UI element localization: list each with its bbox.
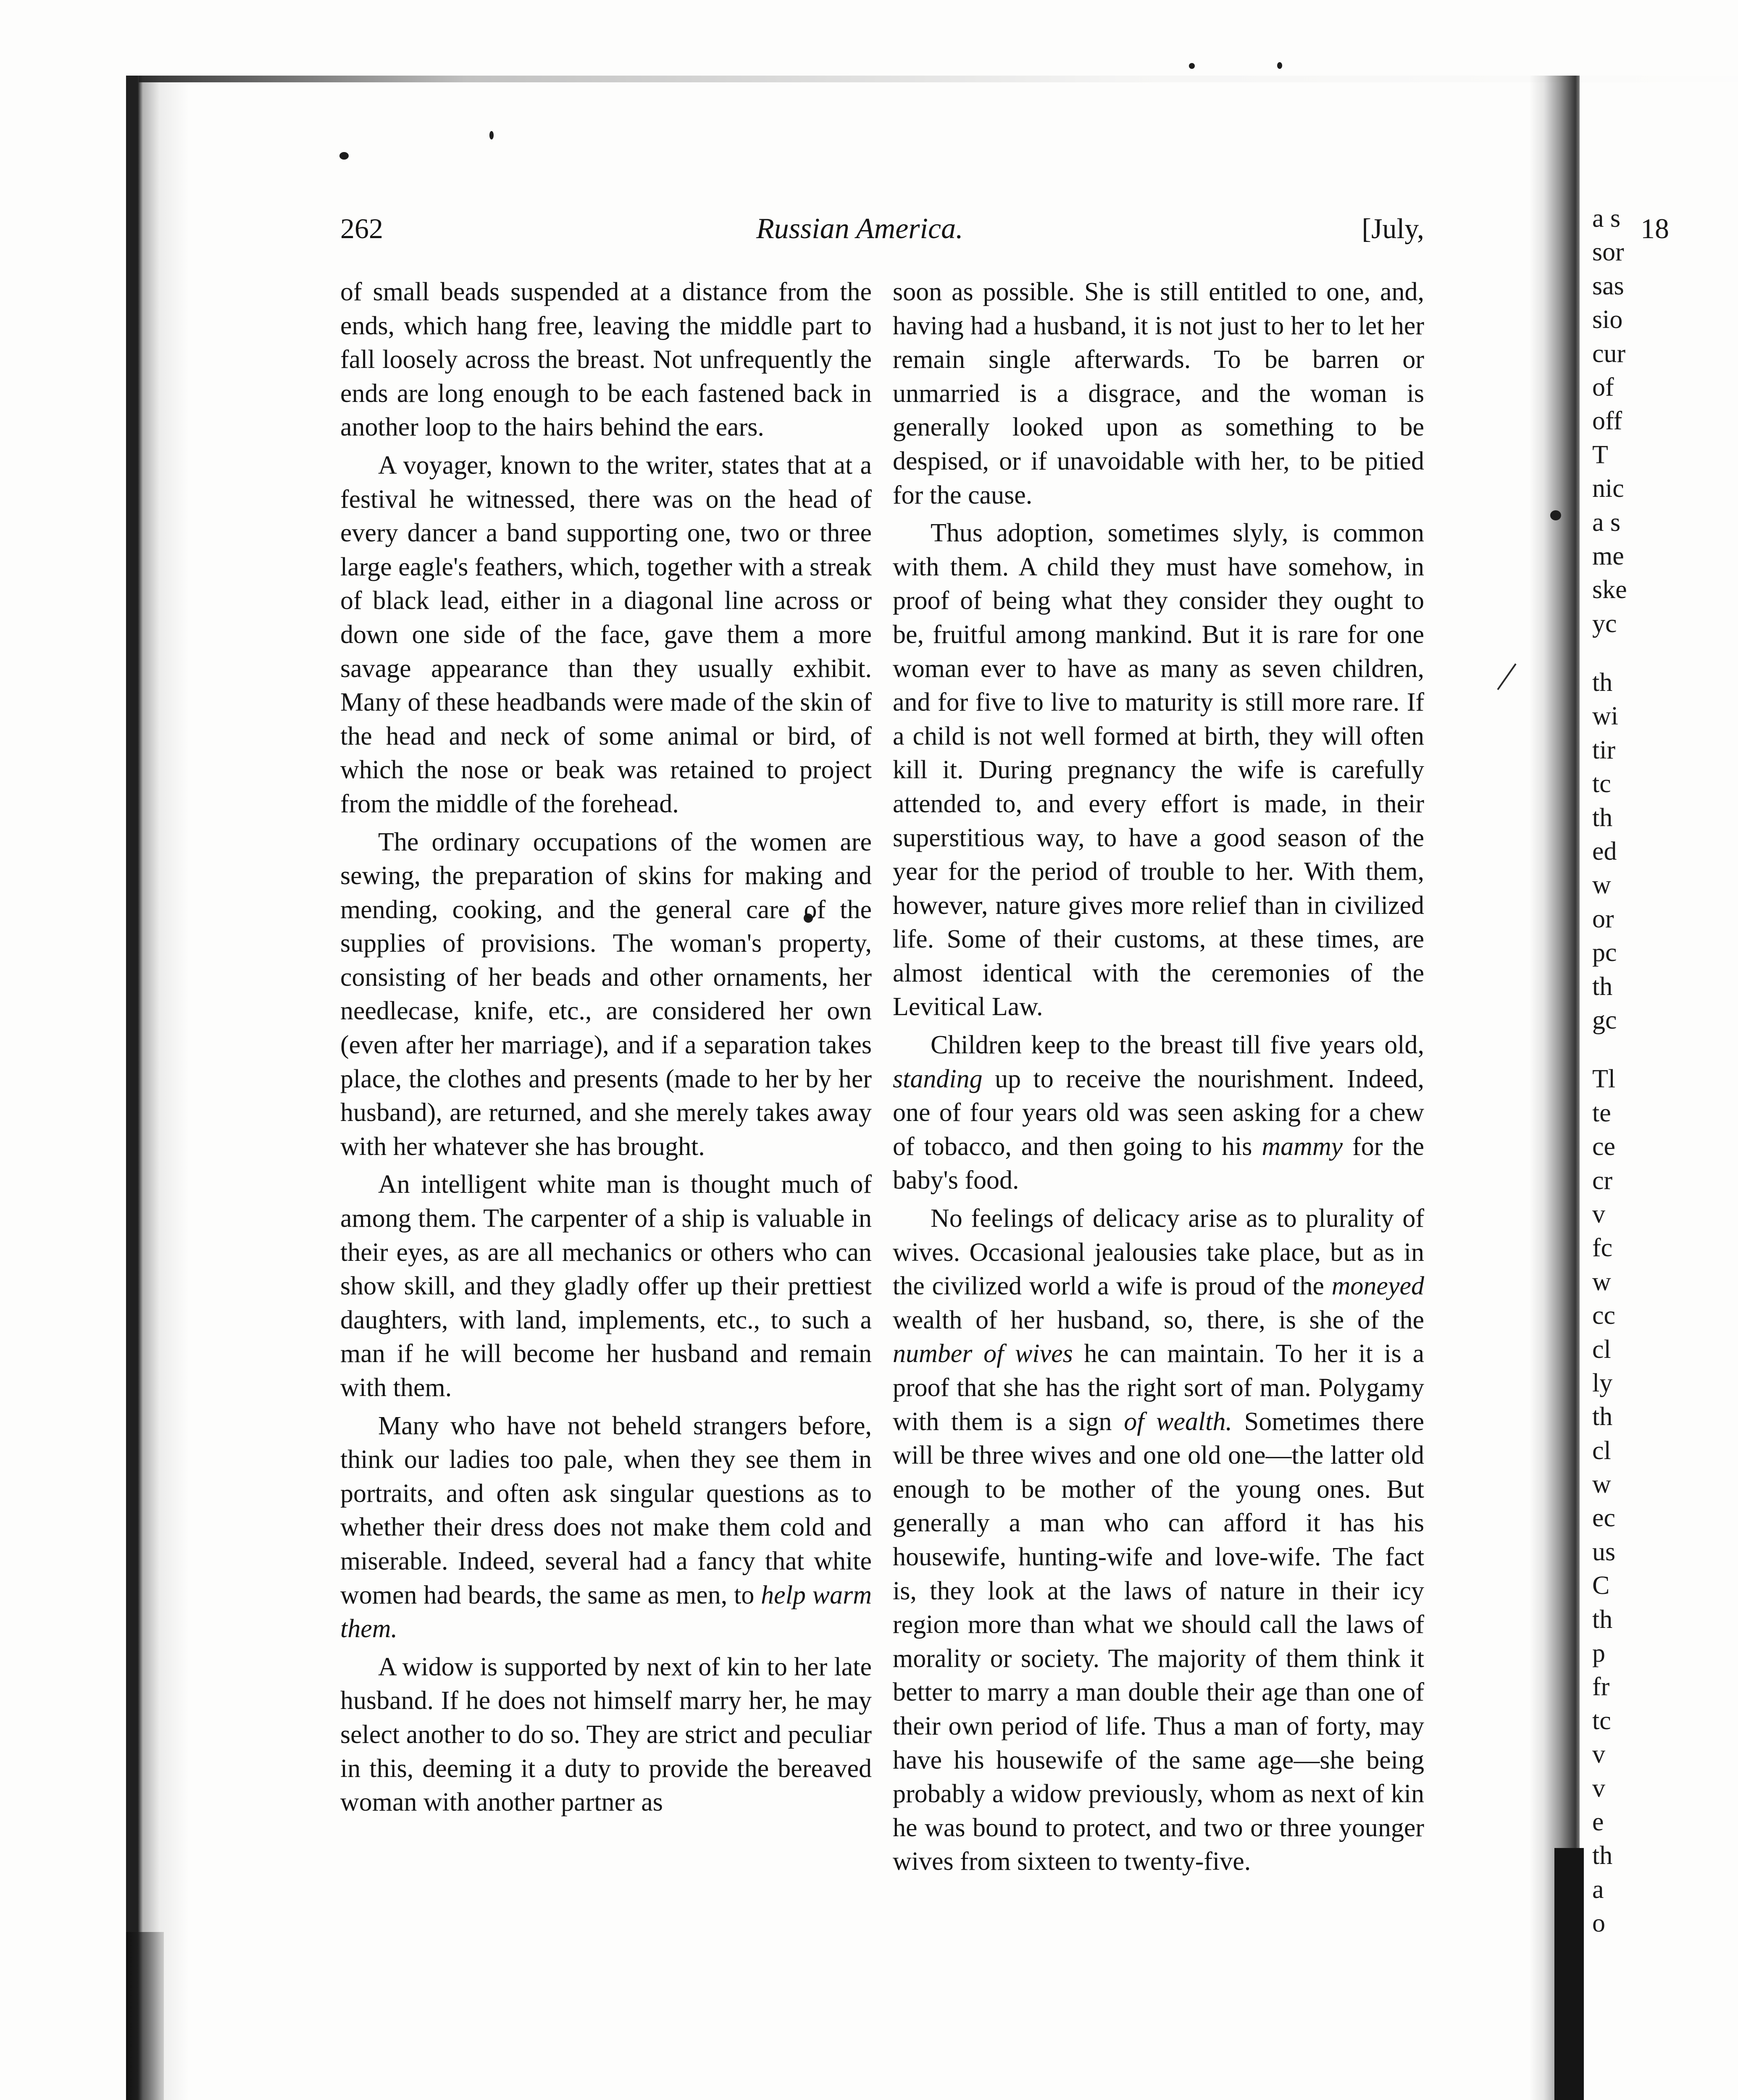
- neighbor-line: tc: [1592, 769, 1611, 798]
- neighbor-line: ce: [1592, 1132, 1616, 1161]
- neighbor-line: fr: [1592, 1672, 1610, 1701]
- neighbor-line: e: [1592, 1807, 1604, 1836]
- paragraph: Thus adoption, sometimes slyly, is common with them. A child they must have somehow, in proof of being what they consider they ought to be, fruitful among mankind. But it is rare for one woman ever to have as many as seven children, and for five to live to maturity is still more rare. If a child is not well formed at birth, they will often kill it. During pregnancy the wife is carefully attended to, and every effort is made, in their superstitious way, to have a good season of the year for the period of trouble to her. With them, however, nature gives more relief than in civilized life. Some of their customs, at these times, are almost identical with the ceremonies of the Levitical Law.: [893, 519, 1424, 1021]
- paragraph: A voyager, known to the writer, states that at a festival he witnessed, there was on the head of every dancer a band supporting one, two or three large eagle's feathers, which, together with a streak of black lead, either in a diagonal line across or down one side of the face, gave them a more savage appearance than they usually exhibit. Many of these headbands were made of the skin of the head and neck of some animal or bird, of which the nose or beak was retained to project from the middle of the forehead.: [340, 451, 872, 818]
- neighbor-line: ly: [1592, 1368, 1613, 1397]
- neighbor-line: Tl: [1592, 1065, 1616, 1094]
- neighbor-line: o: [1592, 1909, 1605, 1938]
- neighbor-line: ske: [1592, 575, 1627, 604]
- paragraph: soon as possible. She is still entitled to one, and, having had a husband, it is not just to her to let her remain single afterwards. To be barren or unmarried is a disgrace, and the woman is generally looked upon as something to be despised, or if unavoidable with her, to be pitied for the cause.: [893, 278, 1424, 509]
- paragraph: An intelligent white man is thought much of among them. The carpenter of a ship is valuable in their eyes, as are all mechanics or others who can show skill, and they gladly offer up their prettiest daughters, with land, implements, etc., to such a man if he will become her husband and remain with them.: [340, 1170, 872, 1402]
- neighbor-line: fc: [1592, 1234, 1613, 1263]
- neighbor-line: T: [1592, 440, 1608, 469]
- paragraph: Many who have not beheld strangers before, think our ladies too pale, when they see them in portraits, and often ask singular questions as to whether their dress does not make them cold and miserable. Indeed, several had a fancy that white women had beards, the same as men, to help warm them.: [340, 1411, 872, 1643]
- neighbor-line: pc: [1592, 938, 1617, 967]
- neighbor-line: tir: [1592, 735, 1616, 764]
- neighbor-line: cl: [1592, 1335, 1611, 1364]
- running-head: [340, 212, 1424, 250]
- neighbor-line: a: [1592, 1875, 1604, 1904]
- neighbor-line: th: [1592, 1402, 1613, 1431]
- neighbor-line: nic: [1592, 474, 1624, 503]
- neighbor-line: w: [1592, 871, 1611, 900]
- scan-speck: [489, 131, 494, 139]
- running-month: [July,: [1362, 213, 1424, 244]
- neighbor-line: ed: [1592, 837, 1617, 866]
- neighbor-line: sio: [1592, 305, 1623, 334]
- paragraph: of small beads suspended at a distance from the ends, which hang free, leaving the middle part to fall loosely across the breast. Not unfrequently the ends are long enough to be each fastened back in another loop to the hairs behind the ears.: [340, 278, 872, 442]
- neighbor-line: wi: [1592, 702, 1618, 731]
- neighbor-line: th: [1592, 668, 1613, 697]
- neighbor-line: th: [1592, 972, 1613, 1001]
- neighbor-line: us: [1592, 1537, 1616, 1566]
- gutter-bottom-shadow: [1554, 1848, 1584, 2100]
- neighbor-line: v: [1592, 1774, 1605, 1803]
- neighbor-line: p: [1592, 1639, 1605, 1668]
- neighbor-line: v: [1592, 1740, 1605, 1769]
- neighbor-line: v: [1592, 1200, 1605, 1228]
- page-number: 262: [340, 213, 383, 244]
- neighbor-line: [1592, 640, 1738, 666]
- neighbor-line: cc: [1592, 1301, 1616, 1330]
- right-text-column: [893, 275, 1424, 1883]
- top-edge-shadow: [139, 76, 1738, 82]
- neighbor-line: me: [1592, 541, 1624, 570]
- paragraph: No feelings of delicacy arise as to plurality of wives. Occasional jealousies take place, but as in the civilized world a wife is proud of the moneyed wealth of her husband, so, there, is she of the number of wives he can maintain. To her it is a proof that she has the right sort of man. Polygamy with them is a sign of wealth. Sometimes there will be three wives and one old one—the latter old enough to be mother of the young ones. But generally a man who can afford it has his housewife, hunting-wife and love-wife. The fact is, they look at the laws of nature in their icy region more than what we should call the laws of morality or society. The majority of them think it better to marry a man double their age than one of their own period of life. Thus a man of forty, may have his housewife of the same age—she being probably a widow previously, whom as next of kin he was bound to protect, and two or three younger wives from sixteen to twenty-five.: [893, 1204, 1425, 1876]
- neighbor-line: yc: [1592, 609, 1617, 638]
- neighbor-line: C: [1592, 1571, 1610, 1600]
- neighbor-line: a s: [1592, 204, 1621, 233]
- scan-speck: [339, 152, 349, 160]
- neighbor-line: tc: [1592, 1706, 1611, 1735]
- scan-pen-stroke: [1497, 663, 1516, 690]
- neighbor-line: sor: [1592, 238, 1624, 267]
- neighbor-line: a s: [1592, 508, 1621, 537]
- scan-speck: [1277, 62, 1282, 69]
- neighbor-line: te: [1592, 1098, 1611, 1127]
- scan-speck: [1550, 510, 1561, 520]
- neighbor-line: cur: [1592, 339, 1626, 368]
- gutter-shadow: [1529, 76, 1580, 2100]
- neighbor-line: or: [1592, 904, 1614, 933]
- neighbor-line: [1592, 1037, 1738, 1062]
- paragraph: Children keep to the breast till five years old, standing up to receive the nourishment. Indeed, one of four years old was seen asking for a chew of tobacco, and then going to his mammy for the baby's food.: [893, 1031, 1424, 1195]
- binding-edge-mark: [126, 1932, 164, 2100]
- running-title: Russian America.: [756, 213, 963, 245]
- neighbor-line: th: [1592, 1605, 1613, 1634]
- neighbor-line: cr: [1592, 1166, 1613, 1195]
- neighbor-line: w: [1592, 1470, 1611, 1499]
- binding-edge-shadow: [126, 76, 189, 2100]
- neighbor-line: off: [1592, 407, 1622, 436]
- neighbor-line: ec: [1592, 1504, 1616, 1533]
- neighbor-page-fragment: [1592, 202, 1738, 2100]
- neighbor-page-number: 18: [1641, 213, 1669, 244]
- left-text-column: [340, 275, 872, 1824]
- neighbor-line: w: [1592, 1267, 1611, 1296]
- neighbor-line: th: [1592, 1841, 1613, 1870]
- neighbor-line: gc: [1592, 1005, 1617, 1034]
- paragraph: The ordinary occupations of the women are sewing, the preparation of skins for making and mending, cooking, and the general care of the supplies of provisions. The woman's property, consisting of her beads and other ornaments, her needlecase, knife, etc., are considered her own (even after her marriage), and if a separation takes place, the clothes and presents (made to her by her husband), are returned, and she merely takes away with her whatever she has brought.: [340, 827, 872, 1161]
- neighbor-line: sas: [1592, 271, 1624, 300]
- neighbor-line: th: [1592, 803, 1613, 832]
- neighbor-line: of: [1592, 373, 1614, 402]
- neighbor-line: cl: [1592, 1436, 1611, 1465]
- scan-speck: [1189, 63, 1195, 69]
- paragraph: A widow is supported by next of kin to her late husband. If he does not himself marry her, he may select another to do so. They are strict and peculiar in this, deeming it a duty to provide the bereaved woman with another partner as: [340, 1652, 872, 1817]
